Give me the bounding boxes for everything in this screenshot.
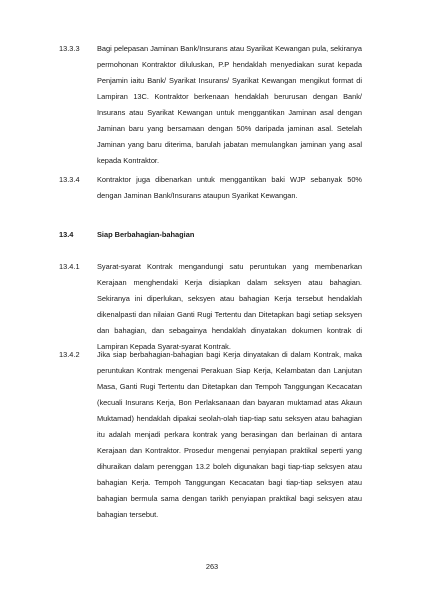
section-number: 13.4.1 [59,262,80,271]
section-number: 13.3.4 [59,175,80,184]
section-heading: Siap Berbahagian-bahagian [97,230,195,239]
paragraph-text: Jika siap berbahagian-bahagian bagi Kerja dinyatakan di dalam Kontrak, maka peruntukan Kontrak mengenai Perakuan Siap Kerja, Kelambatan dan Lanjutan Masa, Ganti Rugi Tertentu dan Ditetapkan dan Tempoh Tanggungan Kecacatan (kecuali Insurans Kerja, Bon Perlaksanaan dan bayaran muktamad atas Akaun Muktamad) hendaklah dipakai seolah-olah tiap-tiap satu seksyen atau bahagian itu adalah menjadi perkara kontrak yang berasingan dan berlainan di antara Kerajaan dan Kontraktor. Prosedur mengenai penyiapan praktikal seperti yang dihuraikan dalam perenggan 13.2 boleh digunakan bagi tiap-tiap seksyen atau bahagian Kerja. Tempoh Tanggungan Kecacatan bagi tiap-tiap seksyen atau bahagian bermula sama dengan tarikh penyiapan praktikal bagi seksyen atau bahagian tersebut. [97,350,362,519]
paragraph-text: Kontraktor juga dibenarkan untuk menggantikan baki WJP sebanyak 50% dengan Jaminan Bank/Insurans ataupun Syarikat Kewangan. [97,175,362,200]
page-number: 263 [205,562,219,571]
section-number: 13.4 [59,230,74,239]
section-number: 13.4.2 [59,350,80,359]
section-number: 13.3.3 [59,44,80,53]
paragraph-text: Syarat-syarat Kontrak mengandungi satu peruntukan yang membenarkan Kerajaan menghendaki Kerja disiapkan dalam seksyen atau bahagian. Sekiranya ini diperlukan, seksyen atau bahagian Kerja tersebut hendaklah dikenalpasti dan nilaian Ganti Rugi Tertentu dan Ditetapkan bagi setiap seksyen dan bahagian, dan sebagainya hendaklah dinyatakan dokumen kontrak di Lampiran Kepada Syarat-syarat Kontrak. [97,262,362,351]
paragraph-text: Bagi pelepasan Jaminan Bank/Insurans atau Syarikat Kewangan pula, sekiranya permohonan Kontraktor diluluskan, P.P hendaklah menyediakan surat kepada Penjamin iaitu Bank/ Syarikat Insurans/ Syarikat Kewangan mengikut format di Lampiran 13C. Kontraktor berkenaan hendaklah berurusan dengan Bank/ Insurans atau Syarikat Kewangan untuk menggantikan Jaminan asal dengan Jaminan baru yang bersamaan dengan 50% daripada jaminan asal. Setelah Jaminan yang baru diterima, barulah jabatan memulangkan jaminan yang asal kepada Kontraktor. [97,44,362,165]
